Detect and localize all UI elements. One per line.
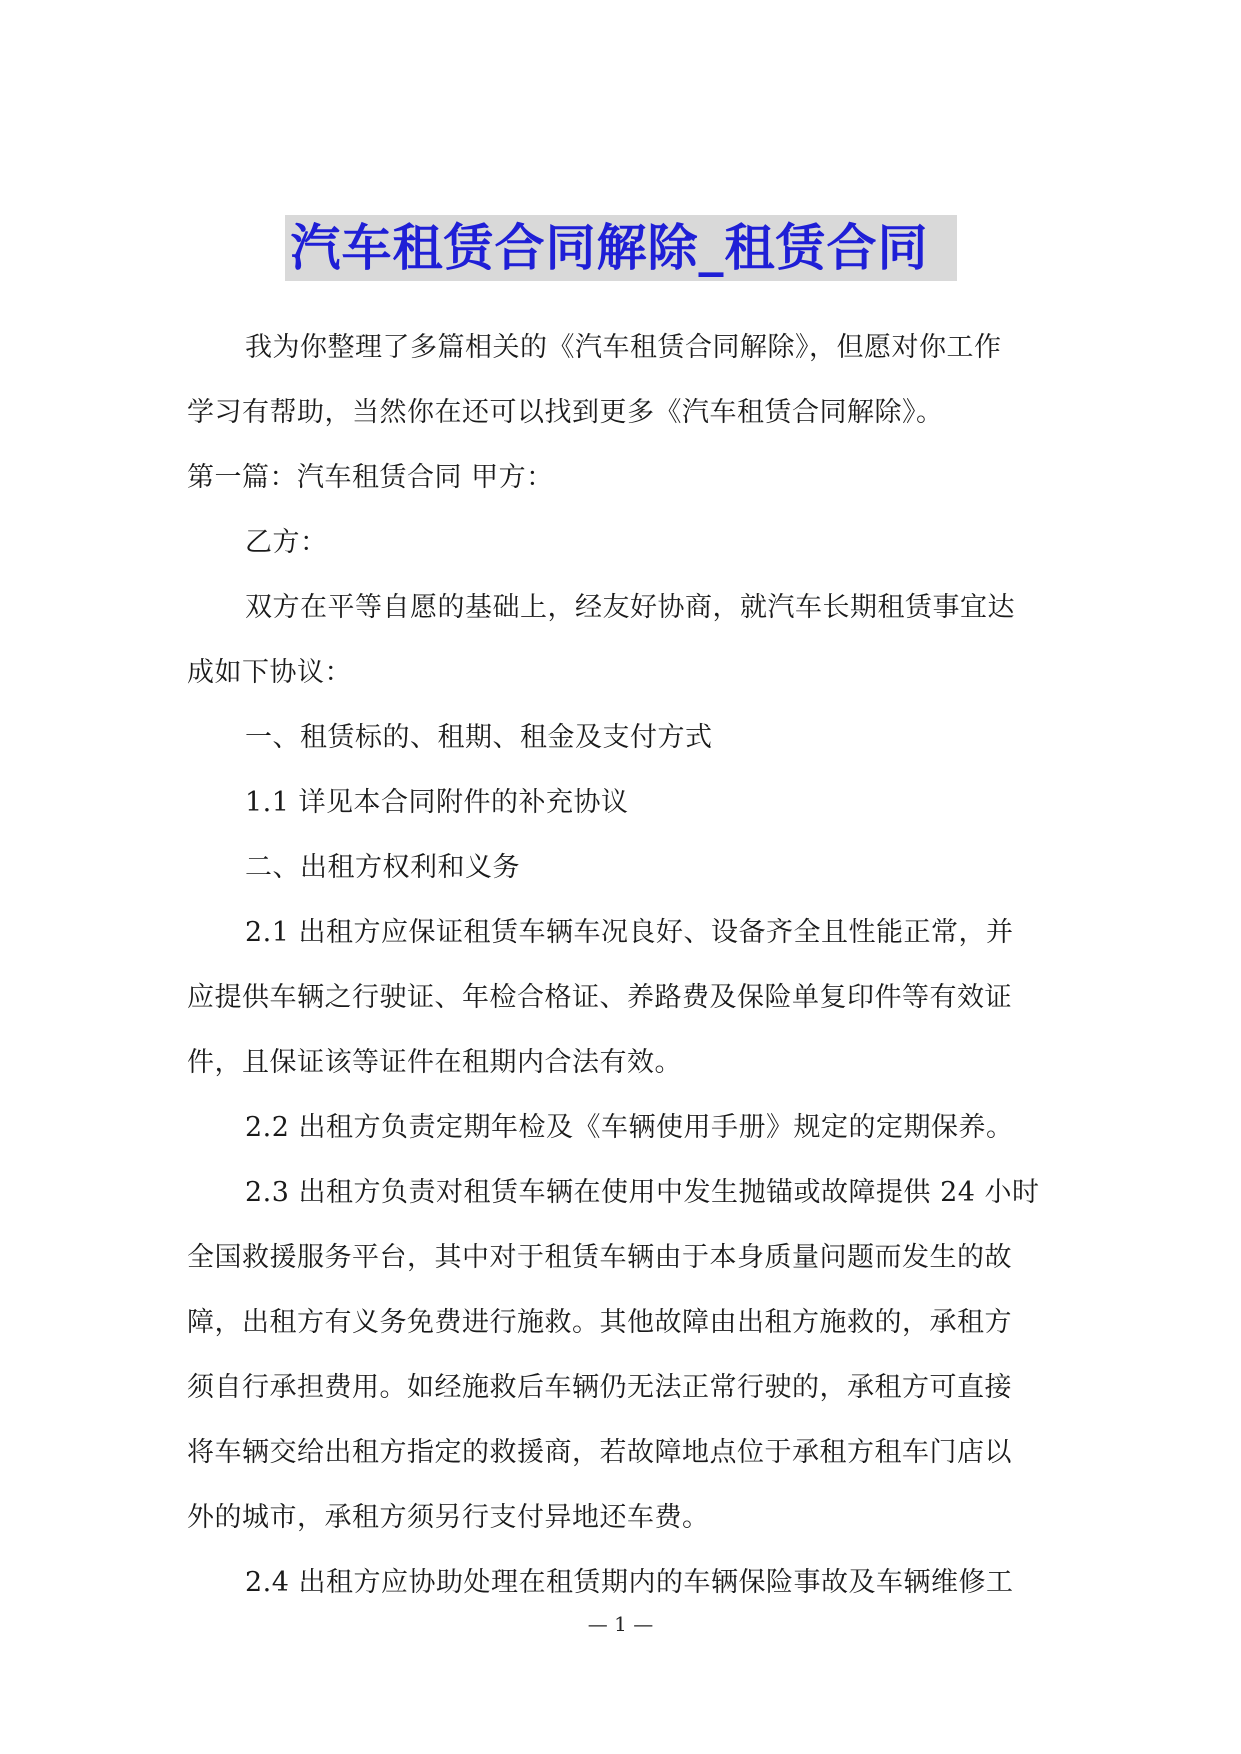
page-number: — 1 — — [587, 1612, 654, 1636]
title-wrap — [0, 215, 1241, 281]
paragraph-line: 须自行承担费用。如经施救后车辆仍无法正常行驶的，承租方可直接 — [187, 1372, 1012, 1403]
paragraph-line: 1.1 详见本合同附件的补充协议 — [245, 787, 629, 818]
paragraph-line: 障，出租方有义务免费进行施救。其他故障由出租方施救的，承租方 — [187, 1307, 1012, 1338]
paragraph-line: 双方在平等自愿的基础上，经友好协商，就汽车长期租赁事宜达 — [245, 592, 1015, 623]
paragraph-line: 将车辆交给出租方指定的救援商，若故障地点位于承租方租车门店以 — [187, 1437, 1012, 1468]
paragraph-line: 我为你整理了多篇相关的《汽车租赁合同解除》，但愿对你工作 — [245, 332, 1002, 363]
paragraph-line: 二、出租方权利和义务 — [245, 852, 520, 883]
document-title: 汽车租赁合同解除_租赁合同 — [285, 215, 957, 281]
paragraph-line: 全国救援服务平台，其中对于租赁车辆由于本身质量问题而发生的故 — [187, 1242, 1012, 1273]
paragraph-line: 2.4 出租方应协助处理在租赁期内的车辆保险事故及车辆维修工 — [245, 1567, 1014, 1598]
paragraph-line: 应提供车辆之行驶证、年检合格证、养路费及保险单复印件等有效证 — [187, 982, 1012, 1013]
paragraph-line: 学习有帮助，当然你在还可以找到更多《汽车租赁合同解除》。 — [187, 397, 944, 428]
document-body — [187, 315, 1057, 1615]
paragraph-line: 2.2 出租方负责定期年检及《车辆使用手册》规定的定期保养。 — [245, 1112, 1014, 1143]
paragraph-line: 成如下协议： — [187, 657, 352, 688]
paragraph-line: 件，且保证该等证件在租期内合法有效。 — [187, 1047, 682, 1078]
paragraph-line: 外的城市，承租方须另行支付异地还车费。 — [187, 1502, 710, 1533]
paragraph-line: 乙方： — [245, 527, 328, 558]
paragraph-line: 2.1 出租方应保证租赁车辆车况良好、设备齐全且性能正常，并 — [245, 917, 1014, 948]
paragraph-line: 2.3 出租方负责对租赁车辆在使用中发生抛锚或故障提供 24 小时 — [245, 1177, 1040, 1208]
paragraph-line: 一、租赁标的、租期、租金及支付方式 — [245, 722, 713, 753]
paragraph-line: 第一篇：汽车租赁合同 甲方： — [187, 462, 554, 493]
